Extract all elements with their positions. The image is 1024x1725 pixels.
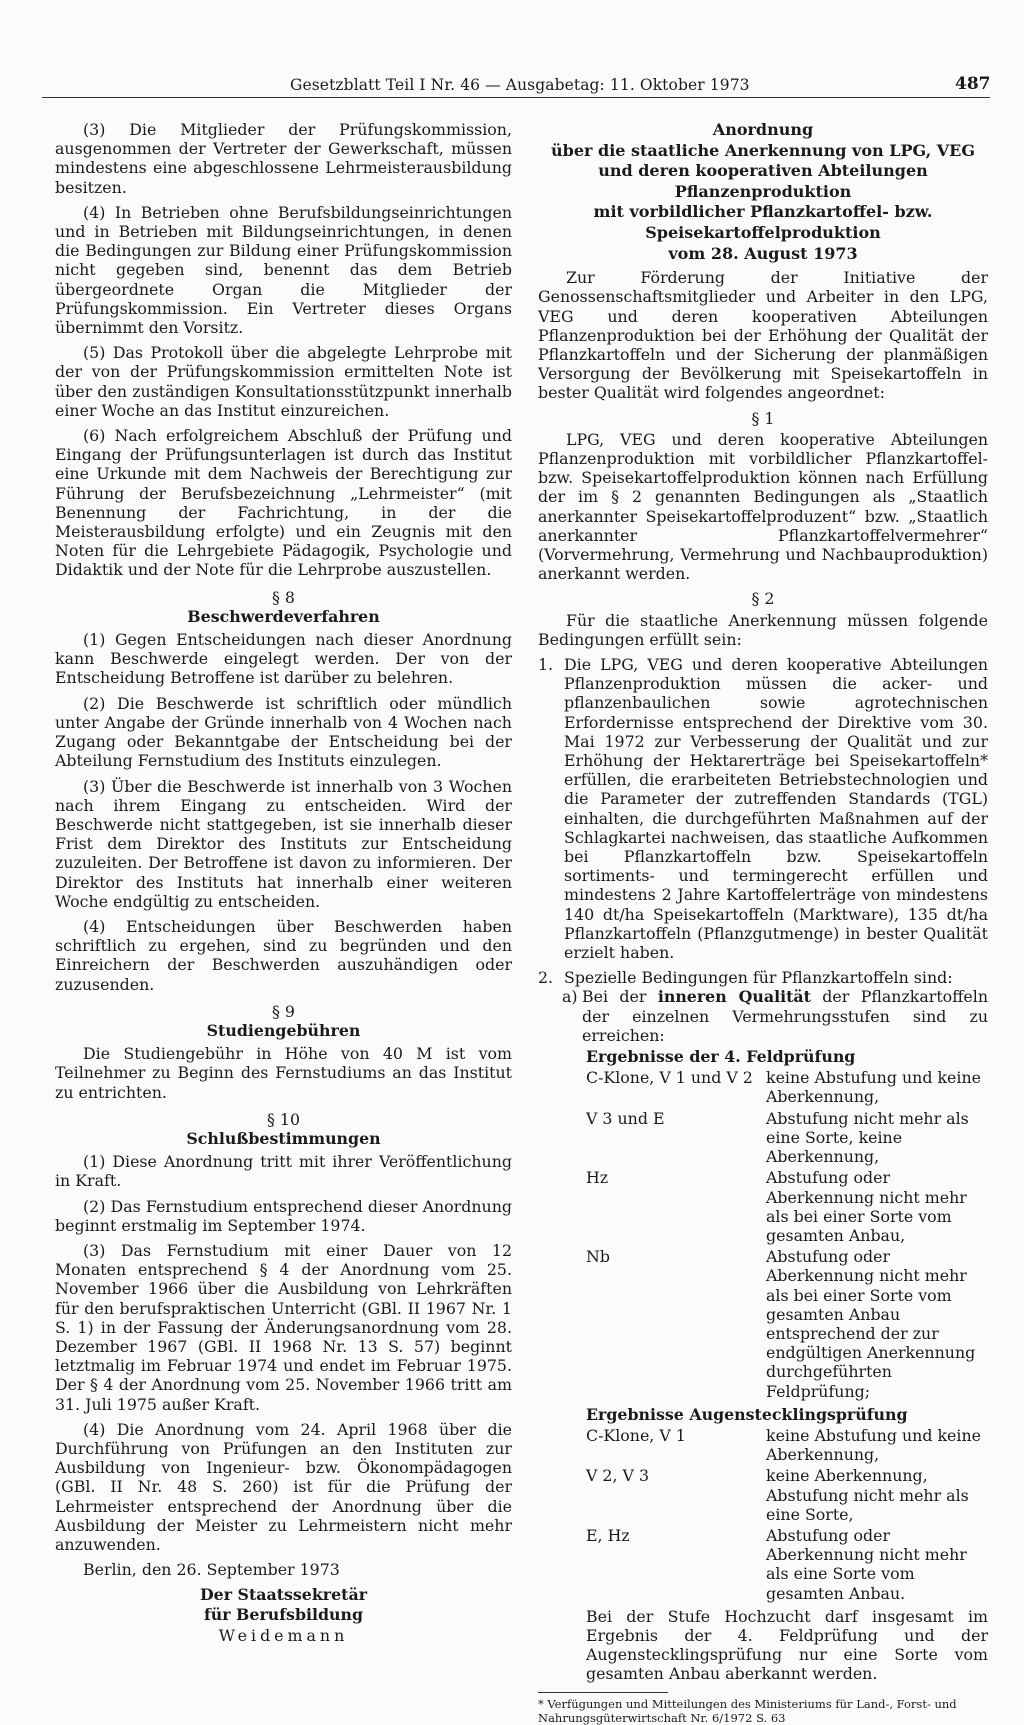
paragraph: (4) Die Anordnung vom 24. April 1968 über die Durchführung von Prüfungen an den Instituten zur Ausbildung von Ingenieur- bzw. Ökonompädagogen (GBl. II Nr. 48 S. 260) ist für die Prüfung der Lehrmeister entsprechend der Anordnung über die Ausbildung der Meister zu Lehrmeistern nicht mehr anzuwenden. xyxy=(55,1419,512,1555)
list-item xyxy=(538,655,988,962)
document-title-line: mit vorbildlicher Pflanzkartoffel- bzw. xyxy=(593,202,933,222)
paragraph: (2) Die Beschwerde ist schriftlich oder mündlich unter Angabe der Gründe innerhalb von 4 Wochen nach Zugang oder Bekanntgabe der Entscheidung bei der Abteilung Fernstudium des Instituts einzulegen. xyxy=(55,693,512,771)
paragraph: (3) Das Fernstudium mit einer Dauer von 12 Monaten entsprechend § 4 der Anordnung vom 25. November 1966 über die Ausbildung von Lehrkräften für den berufspraktischen Unterricht (GBl. II 1967 Nr. 1 S. 1) in der Fassung der Änderungsanordnung vom 28. Dezember 1967 (GBl. II 1968 Nr. 13 S. 57) beginnt letztmalig im Februar 1974 und endet im Februar 1975. Der § 4 der Anordnung vom 25. November 1966 tritt am 31. Juli 1975 außer Kraft. xyxy=(55,1240,512,1414)
table-key: E, Hz xyxy=(586,1525,630,1545)
paragraph: (1) Diese Anordnung tritt mit ihrer Veröffentlichung in Kraft. xyxy=(55,1152,512,1191)
table-row xyxy=(586,1109,988,1167)
list-number: 2. xyxy=(538,968,554,988)
section-heading: Beschwerdeverfahren xyxy=(187,606,380,626)
list-text: Spezielle Bedingungen für Pflanzkartoffeln sind: xyxy=(564,968,953,988)
document-title: Anordnung xyxy=(712,120,814,139)
dateline: Berlin, den 26. September 1973 xyxy=(83,1560,340,1580)
text-run: Bei der xyxy=(582,987,658,1007)
list-text: Die LPG, VEG und deren kooperative Abteilungen Pflanzenproduktion müssen die acker- und pflanzenbaulichen sowie agrotechnischen Erfordernisse entsprechend der Direktive vom 30. Mai 1972 zur Verbesserung der Qualität und zur Erhöhung der Hektarerträge bei Speisekartoffeln* erfüllen, die erarbeiteten Betriebstechnologien und die Parameter der zutreffenden Standards (TGL) einhalten, die durchgeführten Maßnahmen auf der Schlagkartei nachweisen, das staatliche Aufkommen bei Pflanzkartoffeln bzw. Speisekartoffeln sortiments- und termingerecht erfüllen und mindestens 2 Jahre Kartoffelerträge von mindestens 140 dt/ha Speisekartoffeln (Marktware), 135 dt/ha Pflanzkartoffeln (Pflanzgutmenge) in bester Qualität erzielt haben. xyxy=(564,655,988,963)
paragraph: Bei der Stufe Hochzucht darf insgesamt im Ergebnis der 4. Feldprüfung und der Augenstecklingsprüfung nur eine Sorte vom gesamten Anbau aberkannt werden. xyxy=(586,1606,988,1684)
table-value: Abstufung oder Aberkennung nicht mehr als bei einer Sorte vom gesamten Anbau, xyxy=(766,1168,967,1245)
signature-title: für Berufsbildung xyxy=(203,1604,364,1624)
table-key: Hz xyxy=(586,1168,609,1188)
paragraph: (6) Nach erfolgreichem Abschluß der Prüfung und Eingang der Prüfungsunterlagen ist durch das Institut eine Urkunde mit dem Nachweis der Berechtigung zur Führung der Berufsbezeichnung „Lehrmeister“ (mit Benennung der Fachrichtung, in der die Meisterausbildung erfolgte) und ein Zeugnis mit den Noten für die Lehrgebiete Pädagogik, Psychologie und Didaktik und der Note für die Lehrprobe auszustellen. xyxy=(55,426,512,580)
table-value: Abstufung oder Aberkennung nicht mehr als bei einer Sorte vom gesamten Anbau entsprechend der zur endgültigen Anerkennung durchgeführten Feldprüfung; xyxy=(766,1247,976,1401)
sub-item xyxy=(538,987,988,1045)
section-number: § 9 xyxy=(272,1001,295,1021)
footnote-rule xyxy=(538,1692,668,1693)
table-value: Abstufung oder Aberkennung nicht mehr als eine Sorte vom gesamten Anbau. xyxy=(766,1525,967,1603)
document-title-line: und deren kooperativen Abteilungen Pflanzenproduktion xyxy=(598,161,928,201)
paragraph: (3) Über die Beschwerde ist innerhalb von 3 Wochen nach ihrem Eingang zu entscheiden. Wird der Beschwerde nicht stattgegeben, ist sie innerhalb dieser Frist dem Direktor des Instituts zur Entscheidung zuzuleiten. Der Betroffene ist davon zu informieren. Der Direktor des Instituts hat innerhalb einer weiteren Woche endgültig zu entscheiden. xyxy=(55,776,512,911)
list-item xyxy=(538,968,988,987)
table-row xyxy=(586,1526,988,1603)
table-value: Abstufung nicht mehr als eine Sorte, keine Aberkennung, xyxy=(766,1108,969,1167)
right-column xyxy=(538,120,988,1725)
section-number: § 1 xyxy=(751,408,775,428)
list-text xyxy=(582,987,988,1045)
paragraph: (4) Entscheidungen über Beschwerden haben schriftlich zu ergehen, sind zu begründen und den Einreichern der Beschwerden auszuhändigen oder zuzusenden. xyxy=(55,916,512,994)
results-table xyxy=(586,1426,988,1603)
paragraph: Zur Förderung der Initiative der Genossenschaftsmitglieder und Arbeiter in den LPG, VEG und deren kooperativen Abteilungen Pflanzenproduktion bei der Erhöhung der Qualität der Pflanzkartoffeln und der Sicherung der planmäßigen Versorgung der Bevölkerung mit Speisekartoffeln in bester Qualität wird folgendes angeordnet: xyxy=(538,268,988,403)
table-row xyxy=(586,1466,988,1524)
running-header: Gesetzblatt Teil I Nr. 46 — Ausgabetag: 11. Oktober 1973 xyxy=(290,76,750,94)
section-heading: Schlußbestimmungen xyxy=(186,1128,381,1148)
table-key: C-Klone, V 1 und V 2 xyxy=(586,1068,753,1088)
table-value: keine Abstufung und keine Aberkennung, xyxy=(766,1068,981,1107)
table-key: Nb xyxy=(586,1247,610,1267)
paragraph: Für die staatliche Anerkennung müssen folgende Bedingungen erfüllt sein: xyxy=(538,610,988,649)
paragraph: (2) Das Fernstudium entsprechend dieser Anordnung beginnt erstmalig im September 1974. xyxy=(55,1196,512,1235)
paragraph: (1) Gegen Entscheidungen nach dieser Anordnung kann Beschwerde eingelegt werden. Der von der Entscheidung Betroffene ist darüber zu belehren. xyxy=(55,630,512,688)
table-value: keine Aberkennung, Abstufung nicht mehr als eine Sorte, xyxy=(766,1466,969,1524)
table-row xyxy=(586,1426,988,1464)
section-number: § 10 xyxy=(266,1109,301,1129)
signature-name: Weidemann xyxy=(218,1625,349,1645)
document-title-line: über die staatliche Anerkennung von LPG, VEG xyxy=(551,140,975,160)
section-number: § 8 xyxy=(272,587,295,607)
text-run: der Pflanzkartoffeln der einzelnen Vermehrungsstufen sind zu erreichen: xyxy=(582,987,988,1045)
paragraph: Die Studiengebühr in Höhe von 40 M ist vom Teilnehmer zu Beginn des Fernstudiums an das Institut zu entrichten. xyxy=(55,1044,512,1102)
table-heading: Ergebnisse der 4. Feldprüfung xyxy=(586,1047,856,1067)
table-row xyxy=(586,1068,988,1106)
table-row xyxy=(586,1168,988,1245)
document-date: vom 28. August 1973 xyxy=(668,243,858,263)
paragraph: (3) Die Mitglieder der Prüfungskommission, ausgenommen der Vertreter der Gewerkschaft, müssen mindestens eine abgeschlossene Lehrmeisterausbildung besitzen. xyxy=(55,120,512,197)
table-heading: Ergebnisse Augenstecklingsprüfung xyxy=(586,1404,908,1424)
paragraph: (4) In Betrieben ohne Berufsbildungseinrichtungen und in Betrieben mit Bildungseinrichtungen, in denen die Bedingungen zur Bildung einer Prüfungskommission nicht gegeben sind, benennt das dem Betrieb übergeordnete Organ die Mitglieder der Prüfungskommission. Ein Vertreter dieses Organs übernimmt den Vorsitz. xyxy=(55,202,512,338)
paragraph: (5) Das Protokoll über die abgelegte Lehrprobe mit der von der Prüfungskommission ermittelten Note ist über den zuständigen Konsultationsstützpunkt innerhalb einer Woche an das Institut einzureichen. xyxy=(55,343,512,420)
signature-title: Der Staatssekretär xyxy=(199,1585,368,1605)
page-number: 487 xyxy=(955,74,991,94)
table-key: V 3 und E xyxy=(586,1108,665,1128)
table-key: V 2, V 3 xyxy=(586,1466,650,1486)
results-table xyxy=(586,1068,988,1400)
list-number: a) xyxy=(562,987,578,1007)
emphasis: inneren Qualität xyxy=(657,987,811,1007)
section-number: § 2 xyxy=(751,589,775,609)
section-heading: Studiengebühren xyxy=(206,1020,361,1040)
paragraph: LPG, VEG und deren kooperative Abteilungen Pflanzenproduktion mit vorbildlicher Pflanzkartoffel- bzw. Speisekartoffelproduktion können nach Erfüllung der im § 2 genannten Bedingungen als „Staatlich anerkannter Speisekartoffelproduzent“ bzw. „Staatlich anerkannter Pflanzkartoffelvermehrer“ (Vorvermehrung, Vermehrung und Nachbauproduktion) anerkannt werden. xyxy=(538,429,988,584)
table-key: C-Klone, V 1 xyxy=(586,1425,686,1445)
table-value: keine Abstufung und keine Aberkennung, xyxy=(766,1425,981,1465)
left-column xyxy=(55,120,512,1645)
footnote: * Verfügungen und Mitteilungen des Ministeriums für Land-, Forst- und Nahrungsgüterwirtschaft Nr. 6/1972 S. 63 xyxy=(538,1696,957,1725)
list-number: 1. xyxy=(538,655,554,675)
header-rule xyxy=(42,97,990,98)
document-title-line: Speisekartoffelproduktion xyxy=(645,222,881,242)
table-row xyxy=(586,1247,988,1401)
